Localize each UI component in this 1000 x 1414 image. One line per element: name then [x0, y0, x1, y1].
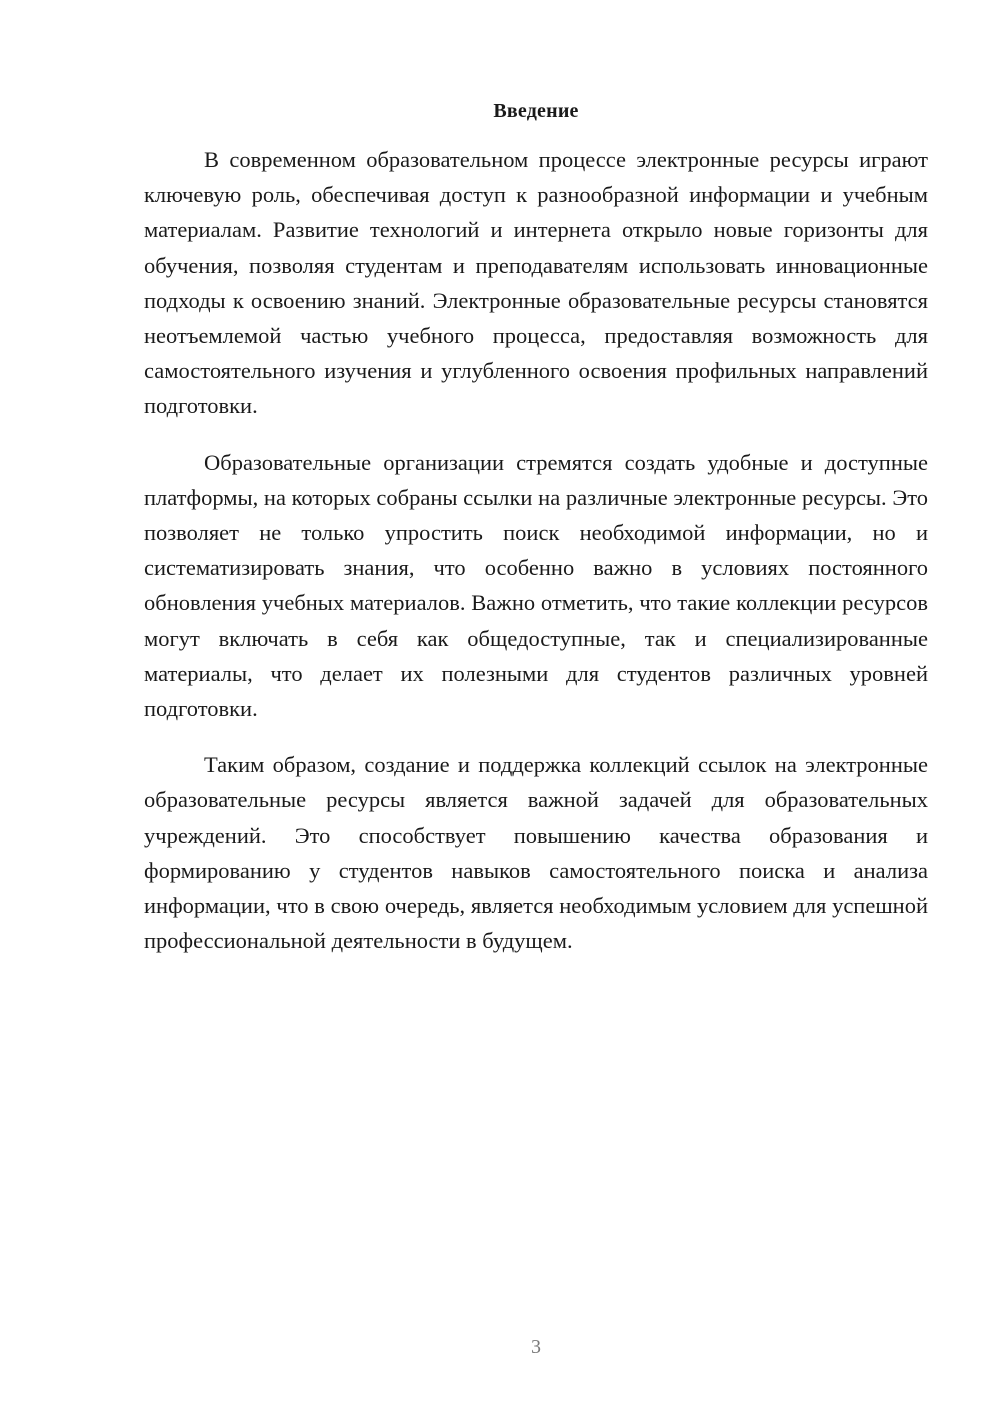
paragraph-2: Образовательные организации стремятся создать удобные и доступные платформы, на которых собраны ссылки на различные электронные ресурсы. Это позволяет не только упростить поиск необходимой информации, но и систематизировать знания, что особенно важно в условиях постоянного обновления учебных материалов. Важно отметить, что такие коллекции ресурсов могут включать в себя как общедоступные, так и специализированные материалы, что делает их полезными для студентов различных уровней подготовки. — [144, 449, 928, 722]
page-number: 3 — [531, 1336, 541, 1358]
paragraph-1: В современном образовательном процессе электронные ресурсы играют ключевую роль, обеспечивая доступ к разнообразной информации и учебным материалам. Развитие технологий и интернета открыло новые горизонты для обучения, позволяя студентам и преподавателям использовать инновационные подходы к освоению знаний. Электронные образовательные ресурсы становятся неотъемлемой частью учебного процесса, предоставляя возможность для самостоятельного изучения и углубленного освоения профильных направлений подготовки. — [144, 147, 928, 419]
body-text — [144, 142, 928, 958]
paragraph-3: Таким образом, создание и поддержка коллекций ссылок на электронные образовательные ресурсы является важной задачей для образовательных учреждений. Это способствует повышению качества образования и формированию у студентов навыков самостоятельного поиска и анализа информации, что в свою очередь, является необходимым условием для успешной профессиональной деятельности в будущем. — [144, 752, 928, 954]
section-heading: Введение — [493, 100, 579, 122]
